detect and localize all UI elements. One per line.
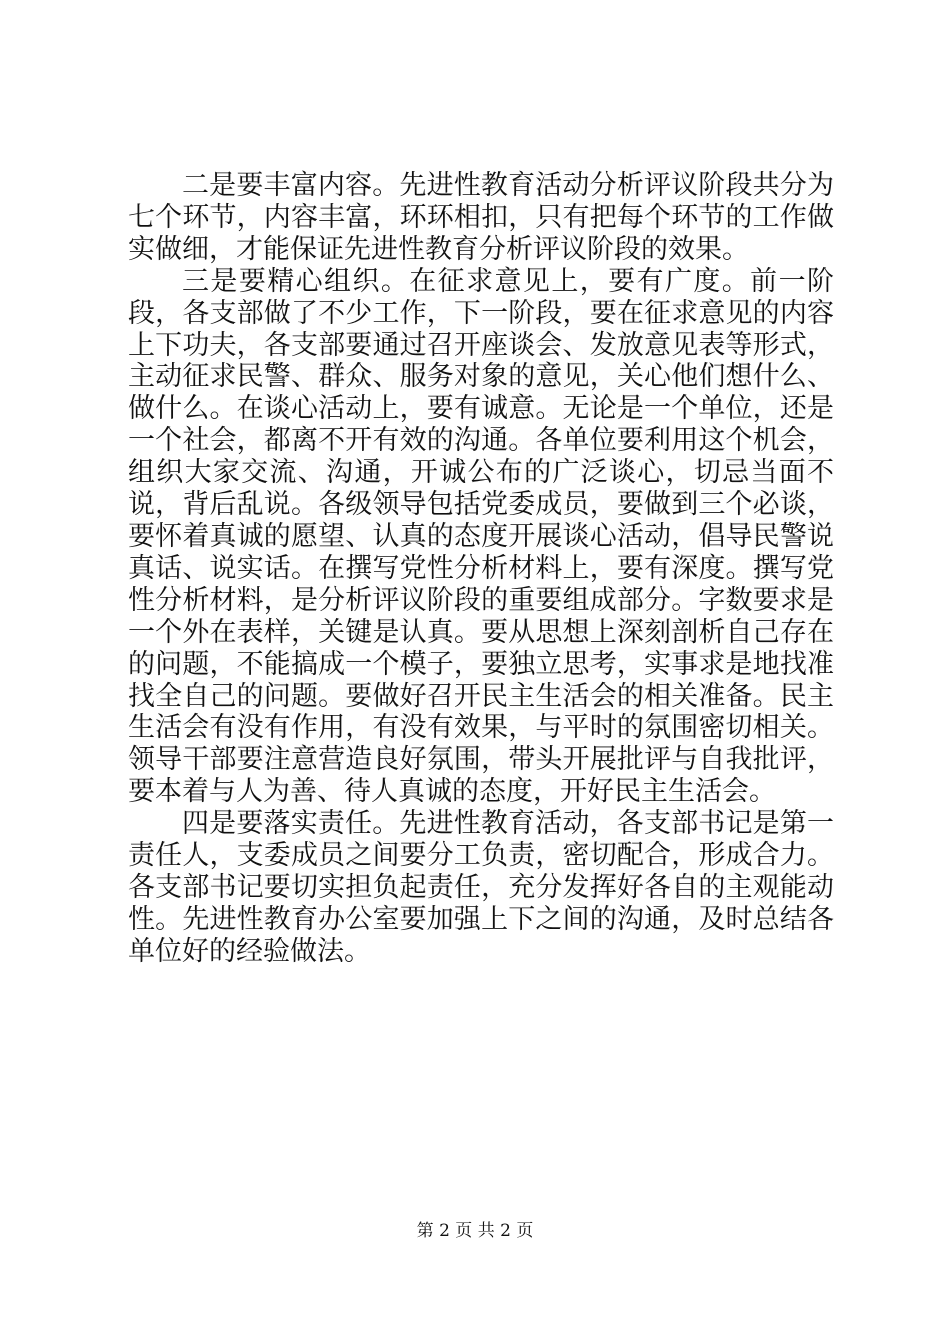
paragraph-implement-responsibility: 四是要落实责任。先进性教育活动，各支部书记是第一责任人，支委成员之间要分工负责，密切配合，形成合力。各支部书记要切实担负起责任，充分发挥好各自的主观能动性。先进性教育办公室要加强上下之间的沟通，及时总结各单位好的经验做法。 [128,808,834,967]
page-number-footer: 第 2 页 共 2 页 [416,1221,534,1241]
paragraph-enrich-content: 二是要丰富内容。先进性教育活动分析评议阶段共分为七个环节，内容丰富，环环相扣，只有把每个环节的工作做实做细，才能保证先进性教育分析评议阶段的效果。 [128,170,834,265]
document-body [128,170,834,968]
paragraph-careful-organization: 三是要精心组织。在征求意见上，要有广度。前一阶段，各支部做了不少工作，下一阶段，要在征求意见的内容上下功夫，各支部要通过召开座谈会、发放意见表等形式，主动征求民警、群众、服务对象的意见，关心他们想什么、做什么。在谈心活动上，要有诚意。无论是一个单位，还是一个社会，都离不开有效的沟通。各单位要利用这个机会，组织大家交流、沟通，开诚公布的广泛谈心，切忌当面不说，背后乱说。各级领导包括党委成员，要做到三个必谈，要怀着真诚的愿望、认真的态度开展谈心活动，倡导民警说真话、说实话。在撰写党性分析材料上，要有深度。撰写党性分析材料，是分析评议阶段的重要组成部分。字数要求是一个外在表样，关键是认真。要从思想上深刻剖析自己存在的问题，不能搞成一个模子，要独立思考，实事求是地找准找全自己的问题。要做好召开民主生活会的相关准备。民主生活会有没有作用，有没有效果，与平时的氛围密切相关。领导干部要注意营造良好氛围，带头开展批评与自我批评，要本着与人为善、待人真诚的态度，开好民主生活会。 [128,265,834,808]
